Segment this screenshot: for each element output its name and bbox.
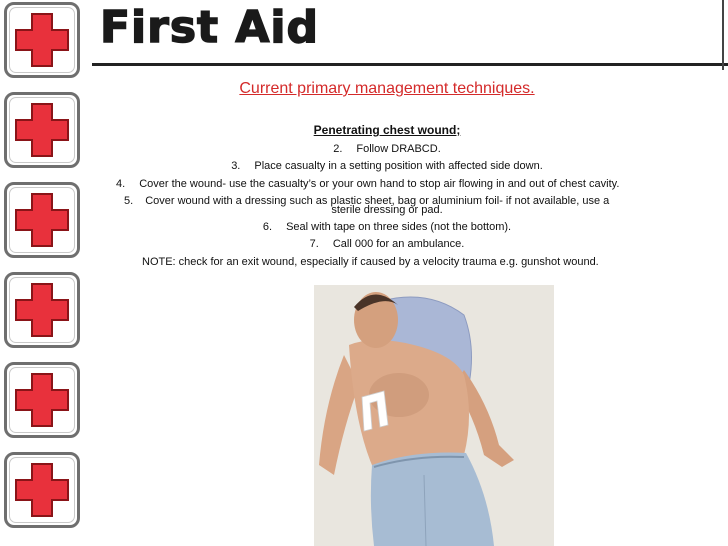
step-4 [116, 178, 619, 191]
red-cross-icon [13, 191, 71, 249]
step-3 [92, 160, 682, 173]
step-6 [92, 221, 682, 234]
red-cross-icon [13, 11, 71, 69]
step-number: 4. [116, 178, 126, 190]
step-text: Seal with tape on three sides (not the bottom). [286, 221, 512, 233]
step-text: Place casualty in a setting position with affected side down. [254, 160, 543, 172]
step-number: 7. [309, 238, 319, 250]
cross-tile [4, 272, 80, 348]
page-heading: Current primary management techniques. [239, 80, 535, 97]
red-cross-icon [13, 101, 71, 159]
cross-tile [4, 92, 80, 168]
step-text: Cover the wound- use the casualty’s or your own hand to stop air flowing in and out of chest cavity. [139, 178, 620, 190]
step-text: Call 000 for an ambulance. [332, 238, 465, 250]
step-2 [92, 143, 682, 156]
cross-tile [4, 182, 80, 258]
step-number: 2. [333, 143, 343, 155]
step-text-cont: sterile dressing or pad. [331, 204, 443, 216]
section-title: Penetrating chest wound; [313, 123, 461, 137]
note-text: NOTE: check for an exit wound, especially if caused by a velocity trauma e.g. gunshot wound. [142, 256, 599, 268]
step-number: 5. [124, 195, 134, 207]
cross-tile [4, 2, 80, 78]
red-cross-icon [13, 371, 71, 429]
right-divider [722, 0, 724, 70]
title-bar [92, 0, 728, 66]
cross-tile [4, 362, 80, 438]
red-cross-icon [13, 461, 71, 519]
step-7 [92, 238, 682, 251]
step-text: Cover wound with a dressing such as plastic sheet, bag or aluminium foil- if not available, use a [145, 195, 610, 207]
red-cross-icon [13, 281, 71, 339]
logo-text: First Aid [100, 2, 320, 53]
sidebar-cross-tiles [0, 0, 92, 546]
step-number: 6. [262, 221, 273, 233]
step-5-continued [92, 204, 682, 217]
cross-tile [4, 452, 80, 528]
step-number: 3. [231, 160, 241, 172]
step-text: Follow DRABCD. [356, 143, 441, 155]
casualty-photo [314, 285, 554, 546]
